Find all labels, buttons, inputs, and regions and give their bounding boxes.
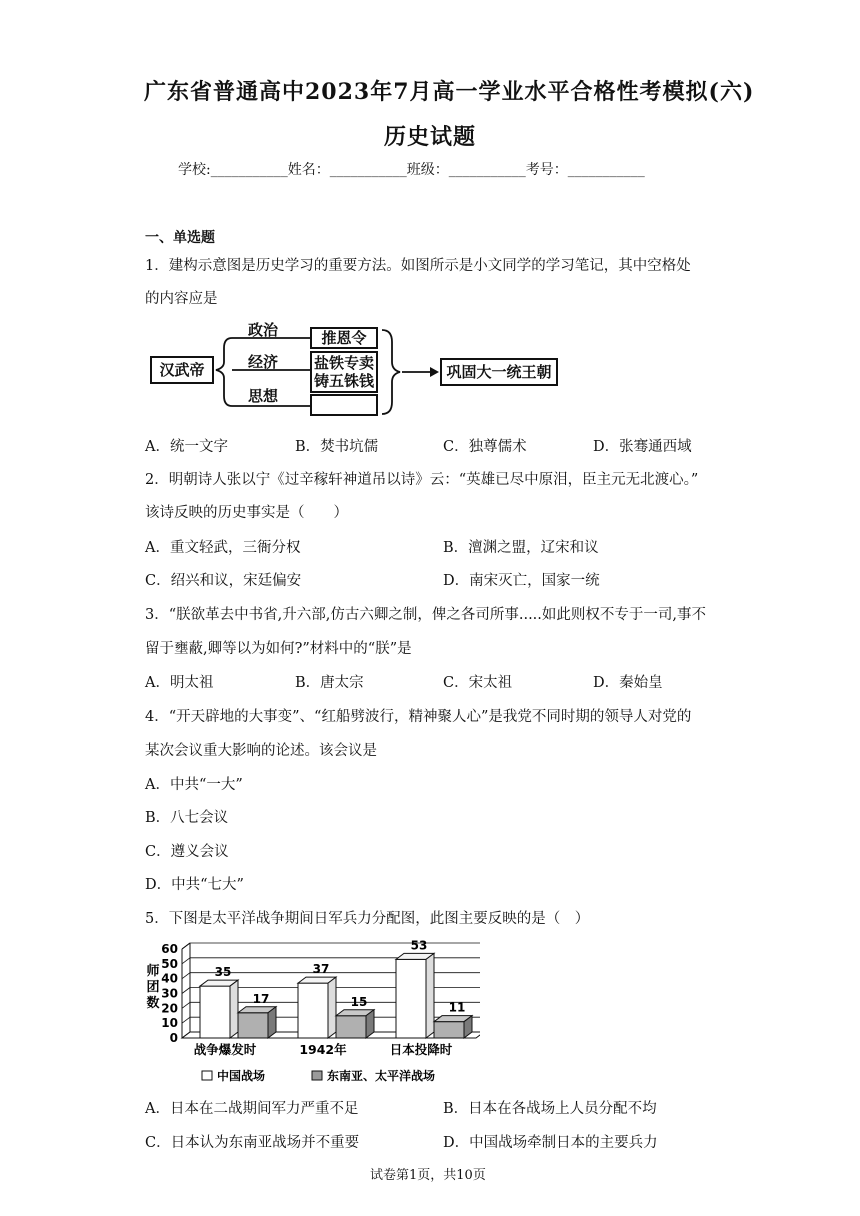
exam-title: 广东省普通高中2023年7月高一学业水平合格性考模拟(六) — [144, 79, 755, 105]
y-axis-label: 数 — [146, 996, 160, 1011]
bar-value-label: 37 — [312, 962, 330, 977]
q5-option-c[interactable]: C．日本认为东南亚战场并不重要 — [145, 1135, 360, 1151]
thought-blank-box — [310, 394, 378, 416]
bar-value-label: 35 — [214, 965, 232, 980]
q5-option-d[interactable]: D．中国战场牵制日本的主要兵力 — [443, 1135, 658, 1151]
question-2-stem-cont: 该诗反映的历史事实是（ ） — [145, 505, 348, 521]
question-3-stem: 3．“朕欲革去中书省,升六部,仿古六卿之制，俾之各司所事.....如此则权不专于一司,事不 — [145, 607, 707, 623]
gridline-diag — [182, 943, 190, 949]
gridline-diag — [182, 1002, 190, 1008]
x-category-label: 战争爆发时 — [193, 1042, 257, 1057]
section-heading: 一、单选题 — [145, 230, 215, 246]
legend-label: 中国战场 — [217, 1069, 266, 1083]
q1-option-d[interactable]: D．张骞通西域 — [593, 439, 692, 455]
question-4-stem-cont: 某次会议重大影响的论述。该会议是 — [145, 743, 377, 759]
q2-option-d[interactable]: D．南宋灭亡，国家一统 — [443, 573, 600, 589]
category-politics: 政治 — [248, 321, 279, 339]
y-tick-label: 30 — [161, 986, 178, 1001]
q5-option-a[interactable]: A．日本在二战期间军力严重不足 — [145, 1101, 359, 1117]
page-footer: 试卷第1页，共10页 — [370, 1168, 486, 1183]
gridline-diag — [182, 958, 190, 964]
legend-swatch — [202, 1071, 212, 1080]
economy-box — [310, 351, 378, 393]
politics-box: 推恩令 — [310, 327, 378, 349]
legend-swatch — [312, 1071, 322, 1080]
q2-option-c[interactable]: C．绍兴和议，宋廷偏安 — [145, 573, 302, 589]
q3-option-c[interactable]: C．宋太祖 — [443, 675, 513, 691]
bar-side — [426, 953, 434, 1038]
q3-option-d[interactable]: D．秦始皇 — [593, 675, 663, 691]
question-3-stem-cont: 留于壅蔽,卿等以为如何?”材料中的“朕”是 — [145, 641, 412, 657]
question-5-stem: 5．下图是太平洋战争期间日军兵力分配图，此图主要反映的是（ ） — [145, 911, 590, 927]
y-tick-label: 60 — [161, 942, 178, 956]
category-economy: 经济 — [248, 353, 279, 371]
question-4-stem: 4．“开天辟地的大事变”、“红船劈波行，精神聚人心”是我党不同时期的领导人对党的 — [145, 709, 692, 725]
y-tick-label: 50 — [161, 956, 178, 971]
question-1-diagram — [150, 318, 570, 418]
gridline-diag — [182, 973, 190, 979]
economy-item-1: 盐铁专卖 — [313, 354, 374, 372]
y-tick-label: 0 — [169, 1031, 178, 1045]
bar-side — [230, 980, 238, 1038]
exam-subtitle: 历史试题 — [384, 124, 477, 150]
question-2-stem: 2．明朝诗人张以宁《过辛稼轩神道吊以诗》云：“英雄已尽中原泪，臣主元无北渡心。” — [145, 472, 699, 488]
question-1-stem: 1．建构示意图是历史学习的重要方法。如图所示是小文同学的学习笔记，其中空格处 — [145, 258, 691, 274]
y-tick-label: 10 — [161, 1016, 178, 1031]
troop-distribution-chart — [140, 935, 480, 1085]
gridline-diag — [182, 1017, 190, 1023]
bar — [200, 986, 230, 1038]
bar-value-label: 17 — [252, 991, 270, 1006]
bar — [396, 959, 426, 1038]
y-axis-label: 师 — [146, 964, 160, 979]
category-thought: 思想 — [248, 387, 279, 405]
x-category-label: 日本投降时 — [389, 1042, 453, 1057]
x-category-label: 1942年 — [299, 1042, 347, 1057]
result-box: 巩固大一统王朝 — [440, 358, 558, 386]
student-info-line: 学校:___________姓名：___________班级：___________考号：___________ — [178, 162, 645, 178]
q1-option-a[interactable]: A．统一文字 — [145, 439, 228, 455]
q1-option-b[interactable]: B．焚书坑儒 — [295, 439, 379, 455]
y-tick-label: 20 — [161, 1001, 178, 1016]
bar — [298, 983, 328, 1038]
q2-option-a[interactable]: A．重文轻武，三衙分权 — [145, 540, 301, 556]
bar-value-label: 11 — [448, 1000, 466, 1015]
q4-option-b[interactable]: B．八七会议 — [145, 810, 229, 826]
emperor-box: 汉武帝 — [150, 356, 214, 384]
bar — [336, 1016, 366, 1038]
gridline-diag — [182, 988, 190, 994]
bar-value-label: 53 — [410, 938, 428, 953]
bar — [434, 1022, 464, 1038]
bar-side — [328, 977, 336, 1038]
legend-label: 东南亚、太平洋战场 — [327, 1069, 436, 1083]
bar-value-label: 15 — [350, 994, 368, 1009]
q5-option-b[interactable]: B．日本在各战场上人员分配不均 — [443, 1101, 657, 1117]
bar-side — [268, 1007, 276, 1038]
economy-item-2: 铸五铢钱 — [313, 372, 374, 390]
question-1-stem-cont: 的内容应是 — [145, 291, 218, 307]
q4-option-a[interactable]: A．中共“一大” — [145, 777, 243, 793]
q3-option-b[interactable]: B．唐太宗 — [295, 675, 364, 691]
q3-option-a[interactable]: A．明太祖 — [145, 675, 214, 691]
y-tick-label: 40 — [161, 971, 178, 986]
bar — [238, 1013, 268, 1038]
q4-option-d[interactable]: D．中共“七大” — [145, 877, 244, 893]
q1-option-c[interactable]: C．独尊儒术 — [443, 439, 527, 455]
q4-option-c[interactable]: C．遵义会议 — [145, 844, 229, 860]
y-axis-label: 团 — [146, 980, 160, 995]
q2-option-b[interactable]: B．澶渊之盟，辽宋和议 — [443, 540, 599, 556]
